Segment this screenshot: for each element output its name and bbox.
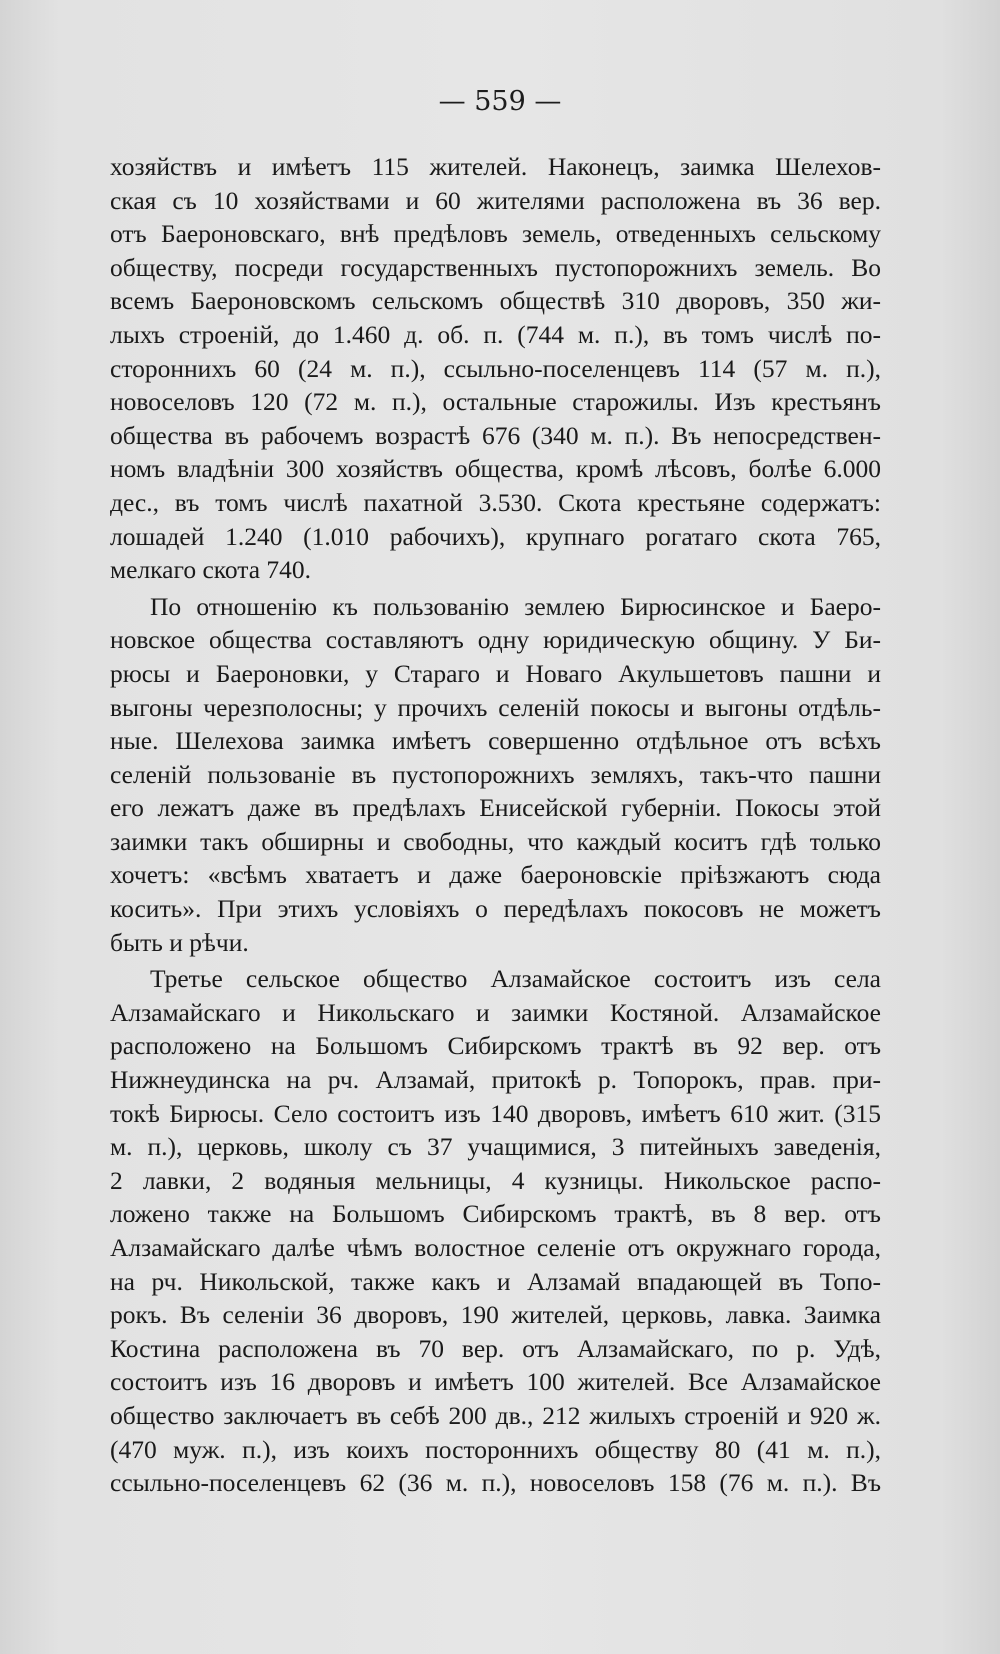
text-line: Нижнеудинска на рч. Алзамай, притокѣ р. Топорокъ, прав. при- — [110, 1065, 881, 1095]
text-line: рокъ. Въ селеніи 36 дворовъ, 190 жителей, церковь, лавка. Заимка — [110, 1300, 881, 1330]
paragraph-2 — [110, 590, 881, 960]
text-line: обществу, посреди государственныхъ пустопорожнихъ земель. Во — [110, 252, 881, 282]
text-line: на рч. Никольской, также какъ и Алзамай впадающей въ Топо- — [110, 1266, 881, 1296]
text-line: Третье сельское общество Алзамайское состоитъ изъ села — [150, 964, 881, 994]
text-line: косить». При этихъ условіяхъ о передѣлахъ покосовъ не можетъ — [110, 894, 881, 924]
text-line: Алзамайскаго далѣе чѣмъ волостное селеніе отъ окружнаго города, — [110, 1233, 881, 1262]
text-line: отъ Баероновскаго, внѣ предѣловъ земель, отведенныхъ сельскому — [110, 219, 881, 249]
text-line: лыхъ строеній, до 1.460 д. об. п. (744 м. п.), въ томъ числѣ по- — [110, 319, 881, 349]
page-number: — 559 — — [438, 86, 562, 117]
text-line: номъ владѣніи 300 хозяйствъ общества, кромѣ лѣсовъ, болѣе 6.000 — [110, 454, 881, 484]
text-line: ные. Шелехова заимка имѣетъ совершенно отдѣльное отъ всѣхъ — [110, 726, 881, 756]
text-line: м. п.), церковь, школу съ 37 учащимися, 3 питейныхъ заведенія, — [110, 1132, 881, 1162]
text-line: общества въ рабочемъ возрастѣ 676 (340 м. п.). Въ непосредствен- — [110, 420, 881, 450]
text-line: выгоны черезполосны; у прочихъ селеній покосы и выгоны отдѣль- — [110, 692, 881, 722]
text-line: хозяйствъ и имѣетъ 115 жителей. Наконецъ, заимка Шелехов- — [110, 152, 881, 181]
text-line: токѣ Бирюсы. Село состоитъ изъ 140 дворовъ, имѣетъ 610 жит. (315 — [110, 1098, 881, 1128]
body-text — [110, 150, 881, 1500]
paragraph-3 — [110, 962, 881, 1500]
text-line: рюсы и Баероновки, у Стараго и Новаго Акульшетовъ пашни и — [110, 658, 881, 688]
text-line: общество заключаетъ въ себѣ 200 дв., 212 жилыхъ строеній и 920 ж. — [110, 1400, 881, 1430]
text-line: Костина расположена въ 70 вер. отъ Алзамайскаго, по р. Удѣ, — [110, 1333, 881, 1363]
text-line: селеній пользованіе въ пустопорожнихъ земляхъ, такъ-что пашни — [110, 759, 881, 789]
text-line: состоитъ изъ 16 дворовъ и имѣетъ 100 жителей. Все Алзамайское — [110, 1367, 881, 1397]
text-line: По отношенію къ пользованію землею Бирюсинское и Баеро- — [150, 591, 881, 621]
text-line: ссыльно-поселенцевъ 62 (36 м. п.), новоселовъ 158 (76 м. п.). Въ — [110, 1468, 881, 1498]
text-line: Алзамайскаго и Никольскаго и заимки Костяной. Алзамайское — [110, 997, 881, 1027]
text-line: хочетъ: «всѣмъ хватаетъ и даже баероновскіе пріѣзжаютъ сюда — [110, 860, 881, 890]
text-line: новское общества составляютъ одну юридическую общину. У Би- — [110, 625, 881, 655]
text-line: мелкаго скота 740. — [110, 555, 312, 585]
text-line: 2 лавки, 2 водяныя мельницы, 4 кузницы. Никольское распо- — [110, 1165, 881, 1195]
text-line: его лежатъ даже въ предѣлахъ Енисейской губерніи. Покосы этой — [110, 793, 881, 823]
text-line: быть и рѣчи. — [110, 927, 249, 957]
text-line: лошадей 1.240 (1.010 рабочихъ), крупнаго рогатаго скота 765, — [110, 521, 881, 551]
text-line: новоселовъ 120 (72 м. п.), остальные старожилы. Изъ крестьянъ — [110, 387, 881, 417]
text-line: дес., въ томъ числѣ пахатной 3.530. Скота крестьяне содержатъ: — [110, 487, 881, 517]
text-line: (470 муж. п.), изъ коихъ постороннихъ обществу 80 (41 м. п.), — [110, 1434, 881, 1464]
text-line: расположено на Большомъ Сибирскомъ трактѣ въ 92 вер. отъ — [110, 1031, 881, 1061]
text-line: стороннихъ 60 (24 м. п.), ссыльно-поселенцевъ 114 (57 м. п.), — [110, 353, 881, 383]
text-line: ложено также на Большомъ Сибирскомъ трактѣ, въ 8 вер. отъ — [110, 1199, 881, 1229]
text-line: заимки такъ обширны и свободны, что каждый коситъ гдѣ только — [110, 826, 881, 856]
text-line: ская съ 10 хозяйствами и 60 жителями расположена въ 36 вер. — [110, 185, 881, 215]
paragraph-1 — [110, 150, 881, 587]
text-line: всемъ Баероновскомъ сельскомъ обществѣ 310 дворовъ, 350 жи- — [110, 286, 881, 316]
